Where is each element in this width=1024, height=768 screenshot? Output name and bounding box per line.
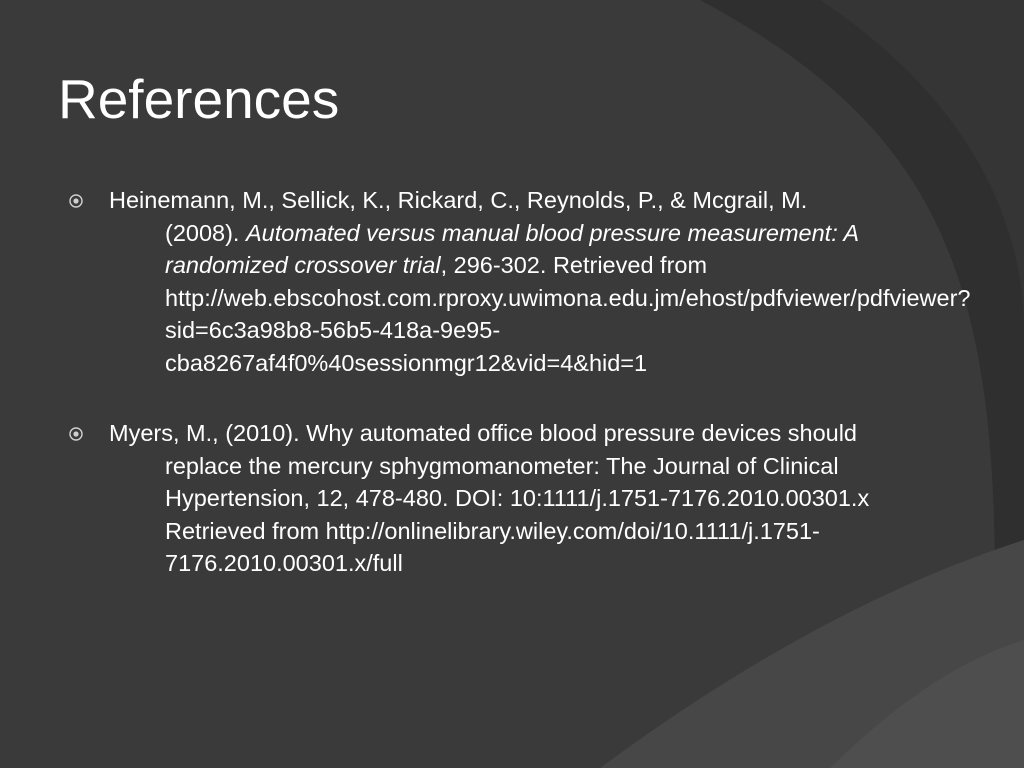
reference-text-tail: , 296-302. Retrieved from http://web.ebscohost.com.rproxy.uwimona.edu.jm/ehost/pdfviewer/pdfviewer?sid=6c3a98b8-56b5-418a-9e95-cba8267af4f0%40sessionmgr12&vid=4&hid=1 bbox=[165, 252, 971, 376]
reference-text: Myers, M., (2010). Why automated office blood pressure devices should replace the mercury sphygmomanometer: The Journal of Clinical Hypertension, 12, 478-480. DOI: 10:1111/j.1751-7176.2010.00301.x Retrieved from http://onlinelibrary.wiley.com/doi/10.1111/j.1751-7176.2010.00301.x/full bbox=[109, 420, 870, 576]
reference-list bbox=[0, 184, 1024, 580]
reference-item bbox=[0, 184, 971, 379]
reference-item bbox=[0, 417, 875, 580]
circled-dot-icon bbox=[69, 194, 83, 208]
slide-title: References bbox=[58, 68, 340, 130]
reference-text: Heinemann, M., Sellick, K., Rickard, C., Reynolds, P., & Mcgrail, M. (2008). bbox=[109, 187, 808, 246]
circled-dot-icon bbox=[69, 427, 83, 441]
reference-title-italic: Automated versus manual blood pressure measurement: A randomized crossover trial bbox=[165, 219, 859, 278]
